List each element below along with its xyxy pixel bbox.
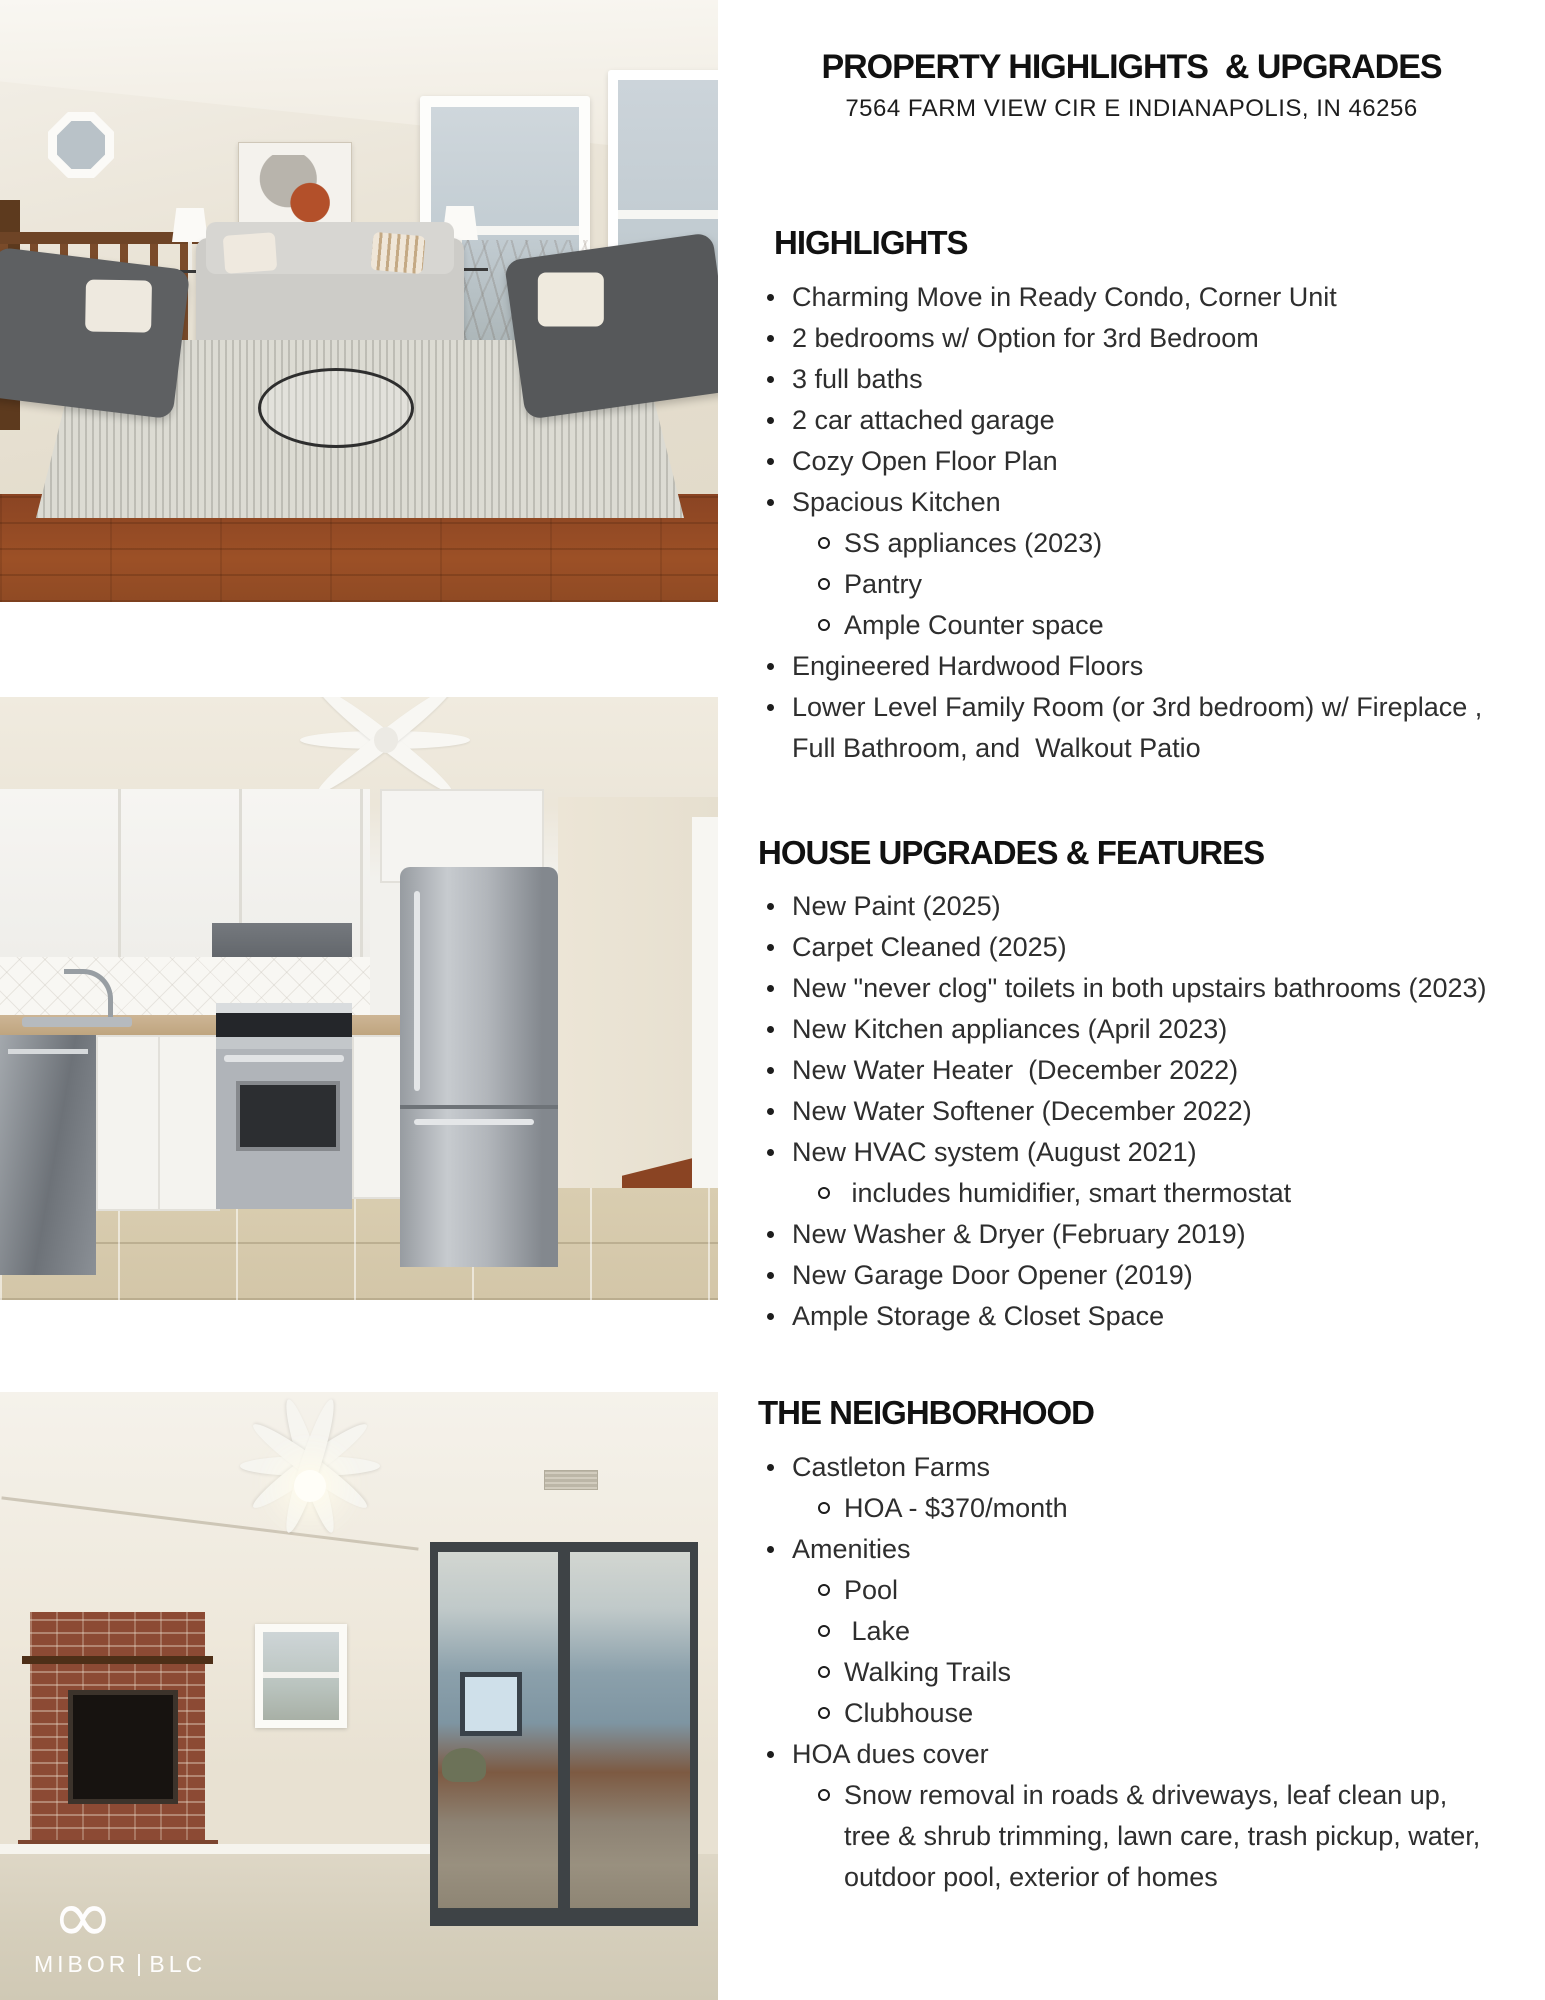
bullet-item: [758, 1009, 1497, 1050]
section-heading: HIGHLIGHTS: [774, 224, 968, 262]
bullet-item: [758, 1214, 1497, 1255]
pillow: [223, 232, 278, 274]
bullet-text: 3 full baths: [792, 363, 923, 394]
oven-window: [236, 1081, 340, 1151]
sub-bullet-text: Pool: [844, 1574, 899, 1605]
sub-bullet-item: [814, 1652, 1497, 1693]
window-glass: [57, 121, 105, 169]
brick-fireplace: [30, 1612, 205, 1842]
sub-bullet-text: Ample Counter space: [844, 609, 1104, 640]
mantel: [22, 1656, 213, 1664]
stove-range: [216, 1003, 352, 1209]
content-column: [718, 0, 1545, 2000]
highlights-list: [758, 277, 1497, 769]
bullet-item: [758, 1734, 1497, 1898]
bullet-text: Carpet Cleaned (2025): [792, 932, 1067, 963]
bullet-text: New HVAC system (August 2021): [792, 1137, 1197, 1168]
sub-bullet-text: Pantry: [844, 568, 923, 599]
bullet-item: [758, 277, 1497, 318]
bullet-text: Spacious Kitchen: [792, 486, 1001, 517]
bullet-item: [758, 1296, 1497, 1337]
firebox: [68, 1690, 178, 1804]
coffee-table: [258, 368, 414, 448]
page-title: PROPERTY HIGHLIGHTS & UPGRADES: [821, 48, 1442, 86]
bullet-text: Castleton Farms: [792, 1451, 991, 1482]
property-address: 7564 FARM VIEW CIR E INDIANAPOLIS, IN 46256: [845, 95, 1418, 123]
door-frame: [692, 817, 718, 1237]
bullet-text: New Kitchen appliances (April 2023): [792, 1014, 1228, 1045]
fridge-handle: [414, 891, 420, 1091]
sub-bullet-item: [814, 1693, 1497, 1734]
sub-bullet-text: includes humidifier, smart thermostat: [844, 1178, 1292, 1209]
dishwasher: [0, 1035, 96, 1275]
bullet-text: 2 car attached garage: [792, 404, 1055, 435]
section-house-upgrades: [718, 833, 1545, 1338]
section-heading: THE NEIGHBORHOOD: [758, 1394, 1095, 1432]
bullet-text: Charming Move in Ready Condo, Corner Unit: [792, 281, 1337, 312]
bullet-item: [758, 1091, 1497, 1132]
sub-list: [792, 1173, 1497, 1214]
lower-cabinet: [352, 1035, 404, 1199]
lower-cabinets: [96, 1035, 220, 1211]
sub-bullet-item: [814, 1611, 1497, 1652]
bullet-text: Amenities: [792, 1533, 911, 1564]
bullet-text: HOA dues cover: [792, 1738, 989, 1769]
sub-bullet-item: [814, 523, 1497, 564]
freezer-handle: [414, 1119, 534, 1125]
logo-text-blc: BLC: [149, 1951, 207, 1977]
bullet-item: [758, 1255, 1497, 1296]
pillow: [370, 232, 425, 274]
bullet-text: Lower Level Family Room (or 3rd bedroom) w/ Fireplace , Full Bathroom, and Walkout Patio: [792, 691, 1490, 763]
bullet-text: New Garage Door Opener (2019): [792, 1260, 1193, 1291]
air-vent: [544, 1470, 598, 1490]
bullet-item: [758, 359, 1497, 400]
bullet-item: [758, 1050, 1497, 1091]
sub-bullet-item: [814, 1488, 1497, 1529]
photo-column: [0, 0, 718, 2000]
armchair: [0, 247, 190, 420]
sub-list: [792, 1488, 1497, 1529]
sofa: [196, 238, 464, 356]
door-pane: [438, 1552, 558, 1908]
bullet-item: [758, 400, 1497, 441]
bullet-text: New "never clog" toilets in both upstairs bathrooms (2023): [792, 973, 1487, 1004]
sink: [22, 1017, 132, 1027]
sub-bullet-item: [814, 1775, 1497, 1898]
bullet-item: [758, 318, 1497, 359]
ceiling-fan: [300, 707, 470, 771]
family-room-photo: [0, 1392, 718, 2000]
sub-list: [792, 523, 1497, 646]
neighbor-window: [460, 1672, 522, 1736]
sub-bullet-item: [814, 564, 1497, 605]
pillow: [85, 279, 152, 332]
bullet-item: [758, 482, 1497, 646]
logo-text-mibor: MIBOR: [34, 1951, 130, 1977]
oven-handle: [224, 1055, 344, 1062]
bullet-item: [758, 646, 1497, 687]
bullet-text: New Water Heater (December 2022): [792, 1055, 1239, 1086]
bullet-item: [758, 927, 1497, 968]
window-glass: [263, 1632, 339, 1720]
sub-bullet-item: [814, 605, 1497, 646]
section-highlights: [718, 223, 1545, 769]
upgrades-list: [758, 886, 1497, 1337]
armchair: [504, 232, 718, 420]
sub-bullet-text: Snow removal in roads & driveways, leaf clean up, tree & shrub trimming, lawn care, trash pickup, water, outdoor pool, exterior of homes: [844, 1779, 1488, 1892]
sub-bullet-item: [814, 1570, 1497, 1611]
bullet-item: [758, 1447, 1497, 1529]
shrub: [442, 1748, 486, 1782]
pillow: [538, 272, 604, 326]
sub-bullet-text: HOA - $370/month: [844, 1492, 1068, 1523]
section-neighborhood: [718, 1393, 1545, 1898]
sub-list: [792, 1775, 1497, 1898]
countertop: [348, 1015, 400, 1035]
sub-bullet-text: Lake: [844, 1615, 911, 1646]
sub-bullet-text: SS appliances (2023): [844, 527, 1103, 558]
infinity-icon: ∞: [52, 1874, 114, 1961]
bullet-text: New Water Softener (December 2022): [792, 1096, 1252, 1127]
bullet-item: [758, 687, 1497, 769]
bullet-item: [758, 886, 1497, 927]
logo-divider: [138, 1954, 140, 1976]
bullet-item: [758, 1132, 1497, 1214]
window: [255, 1624, 347, 1728]
sub-bullet-text: Clubhouse: [844, 1697, 974, 1728]
bullet-text: Cozy Open Floor Plan: [792, 445, 1058, 476]
bullet-text: New Washer & Dryer (February 2019): [792, 1219, 1246, 1250]
bullet-item: [758, 441, 1497, 482]
sub-bullet-text: Walking Trails: [844, 1656, 1012, 1687]
kitchen-photo: [0, 697, 718, 1300]
bullet-item: [758, 968, 1497, 1009]
flyer-header: [718, 0, 1545, 123]
fan-light: [294, 1470, 326, 1502]
ceiling-fan: [210, 1422, 410, 1512]
bullet-text: Engineered Hardwood Floors: [792, 650, 1144, 681]
refrigerator: [400, 867, 558, 1267]
sub-bullet-item: [814, 1173, 1497, 1214]
door-pane: [570, 1552, 690, 1908]
neighborhood-list: [758, 1447, 1497, 1898]
abstract-art: [253, 155, 337, 225]
bullet-text: New Paint (2025): [792, 891, 1001, 922]
section-heading: HOUSE UPGRADES & FEATURES: [758, 833, 1265, 871]
bullet-text: Ample Storage & Closet Space: [792, 1301, 1165, 1332]
living-room-photo: [0, 0, 718, 602]
baseboard: [0, 1844, 430, 1854]
bullet-item: [758, 1529, 1497, 1734]
sub-list: [792, 1570, 1497, 1734]
bullet-text: 2 bedrooms w/ Option for 3rd Bedroom: [792, 322, 1259, 353]
sliding-glass-door: [430, 1542, 698, 1926]
mibor-blc-logo: [34, 1874, 254, 1978]
